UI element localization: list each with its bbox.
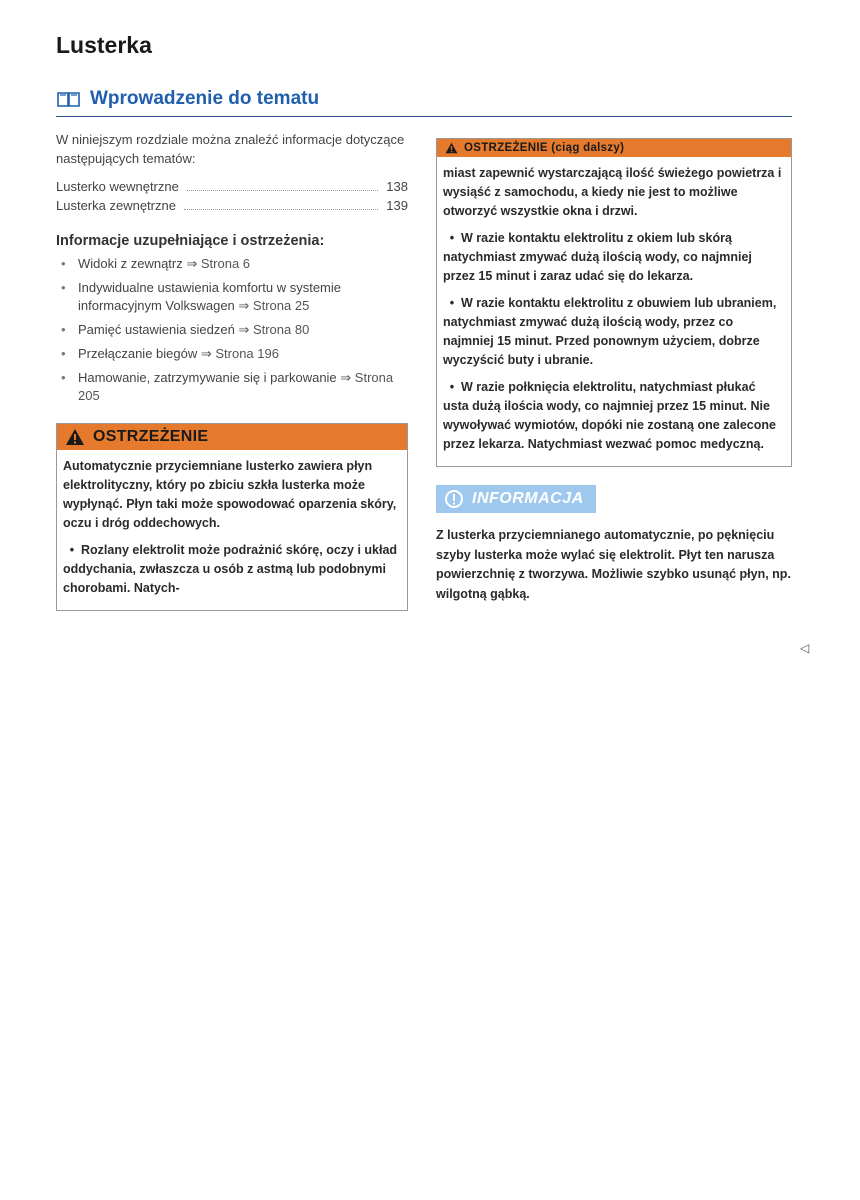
page-reference-link[interactable]: ⇒ Strona 80 xyxy=(238,322,310,337)
info-title: INFORMACJA xyxy=(472,490,584,507)
warning-header xyxy=(57,424,407,450)
bullet-dot: • xyxy=(449,296,455,310)
info-text: Z lusterka przyciemnianego automatycznie, po pęknięciu szyby lusterka może wylać się elektrolit. Płyt ten narusza powierzchnię z tworzywa. Możliwie szybko usunąć płyn, np. wilgotną gąbką. xyxy=(436,528,791,601)
list-item xyxy=(56,369,408,405)
page-reference-link[interactable]: ⇒ Strona 205 xyxy=(78,370,394,403)
warning-bullet-text: W razie kontaktu elektrolitu z obuwiem lub ubraniem, natychmiast zmywać dużą ilością wody, przez co najmniej 15 minut. Przed ponownym użyciem, dobrze wyczyścić buty i ubranie. xyxy=(443,296,777,367)
section-header xyxy=(56,88,792,117)
warning-title: OSTRZEŻENIE xyxy=(93,428,209,445)
list-item-text: Pamięć ustawienia siedzeń xyxy=(78,322,235,337)
toc-row[interactable] xyxy=(56,177,408,196)
bullet-dot: • xyxy=(449,231,455,245)
toc-label: Lusterka zewnętrzne xyxy=(56,198,176,213)
list-item xyxy=(56,279,408,315)
list-item-text: Przełączanie biegów xyxy=(78,346,198,361)
list-item xyxy=(56,345,408,363)
warning-icon xyxy=(445,142,458,154)
book-icon xyxy=(56,89,82,109)
bullet-dot: • xyxy=(449,380,455,394)
info-icon xyxy=(444,489,464,509)
toc-page: 138 xyxy=(386,179,408,194)
warning-paragraph: Automatycznie przyciemniane lusterko zawiera płyn elektrolityczny, który po zbiciu szkła lusterka może wypłynąć. Płyn taki może spowodować oparzenia skóry, oczu i dróg oddechowych. xyxy=(63,459,397,530)
section-title: Wprowadzenie do tematu xyxy=(90,88,320,109)
toc-leader xyxy=(187,177,378,191)
intro-text: W niniejszym rozdziale można znaleźć informacje dotyczące następujących tematów: xyxy=(56,132,405,166)
list-item-text: Hamowanie, zatrzymywanie się i parkowanie xyxy=(78,370,337,385)
warning-continued-header xyxy=(437,139,791,157)
warning-body xyxy=(57,450,407,610)
warning-continued-title: OSTRZEŻENIE (ciąg dalszy) xyxy=(464,142,625,154)
toc-leader xyxy=(184,196,378,210)
page-reference-link[interactable]: ⇒ Strona 196 xyxy=(200,346,279,361)
list-item xyxy=(56,255,408,273)
warning-bullet xyxy=(63,541,399,598)
warning-bullet xyxy=(443,294,783,370)
toc-label: Lusterko wewnętrzne xyxy=(56,179,179,194)
supplementary-heading: Informacje uzupełniające i ostrzeżenia: xyxy=(56,233,325,249)
warning-box xyxy=(56,423,408,611)
supplementary-list xyxy=(56,255,408,405)
right-column xyxy=(436,138,792,604)
left-column xyxy=(56,130,408,611)
warning-continued-body xyxy=(437,157,791,466)
warning-bullet-text: W razie kontaktu elektrolitu z okiem lub skórą natychmiast zmywać dużą ilością wody, co najmniej przez 15 minut i zaraz udać się do lekarza. xyxy=(443,231,752,283)
list-item-text: Indywidualne ustawienia komfortu w systemie informacyjnym Volkswagen xyxy=(78,280,342,313)
warning-bullet-text: Rozlany elektrolit może podrażnić skórę, oczy i układ oddychania, zwłaszcza u osób z astmą lub podobnymi chorobami. Natych- xyxy=(63,543,398,595)
warning-bullet xyxy=(443,229,783,286)
list-item-text: Widoki z zewnątrz xyxy=(78,256,183,271)
toc-row[interactable] xyxy=(56,196,408,215)
info-header xyxy=(436,485,596,513)
list-item xyxy=(56,321,408,339)
warning-icon xyxy=(65,428,85,446)
warning-bullet-text: W razie połknięcia elektrolitu, natychmiast płukać usta dużą ilościa wody, co najmniej przez 15 minut. Nie wywoływać wymiotów, dopóki nie zostaną one zalecone przez lekarza. Natychmiast wezwać pomoc medyczną. xyxy=(443,380,776,451)
warning-continued-box xyxy=(436,138,792,467)
toc-page: 139 xyxy=(386,198,408,213)
end-of-section-icon: ◁ xyxy=(800,641,810,655)
warning-paragraph: miast zapewnić wystarczającą ilość świeżego powietrza i wysiąść z samochodu, a kiedy nie jest to możliwe otworzyć wszystkie okna i drzwi. xyxy=(443,166,782,218)
page-reference-link[interactable]: ⇒ Strona 25 xyxy=(238,298,310,313)
page-reference-link[interactable]: ⇒ Strona 6 xyxy=(186,256,251,271)
page-title: Lusterka xyxy=(56,32,152,58)
warning-bullet xyxy=(443,378,783,454)
bullet-dot: • xyxy=(69,543,75,557)
